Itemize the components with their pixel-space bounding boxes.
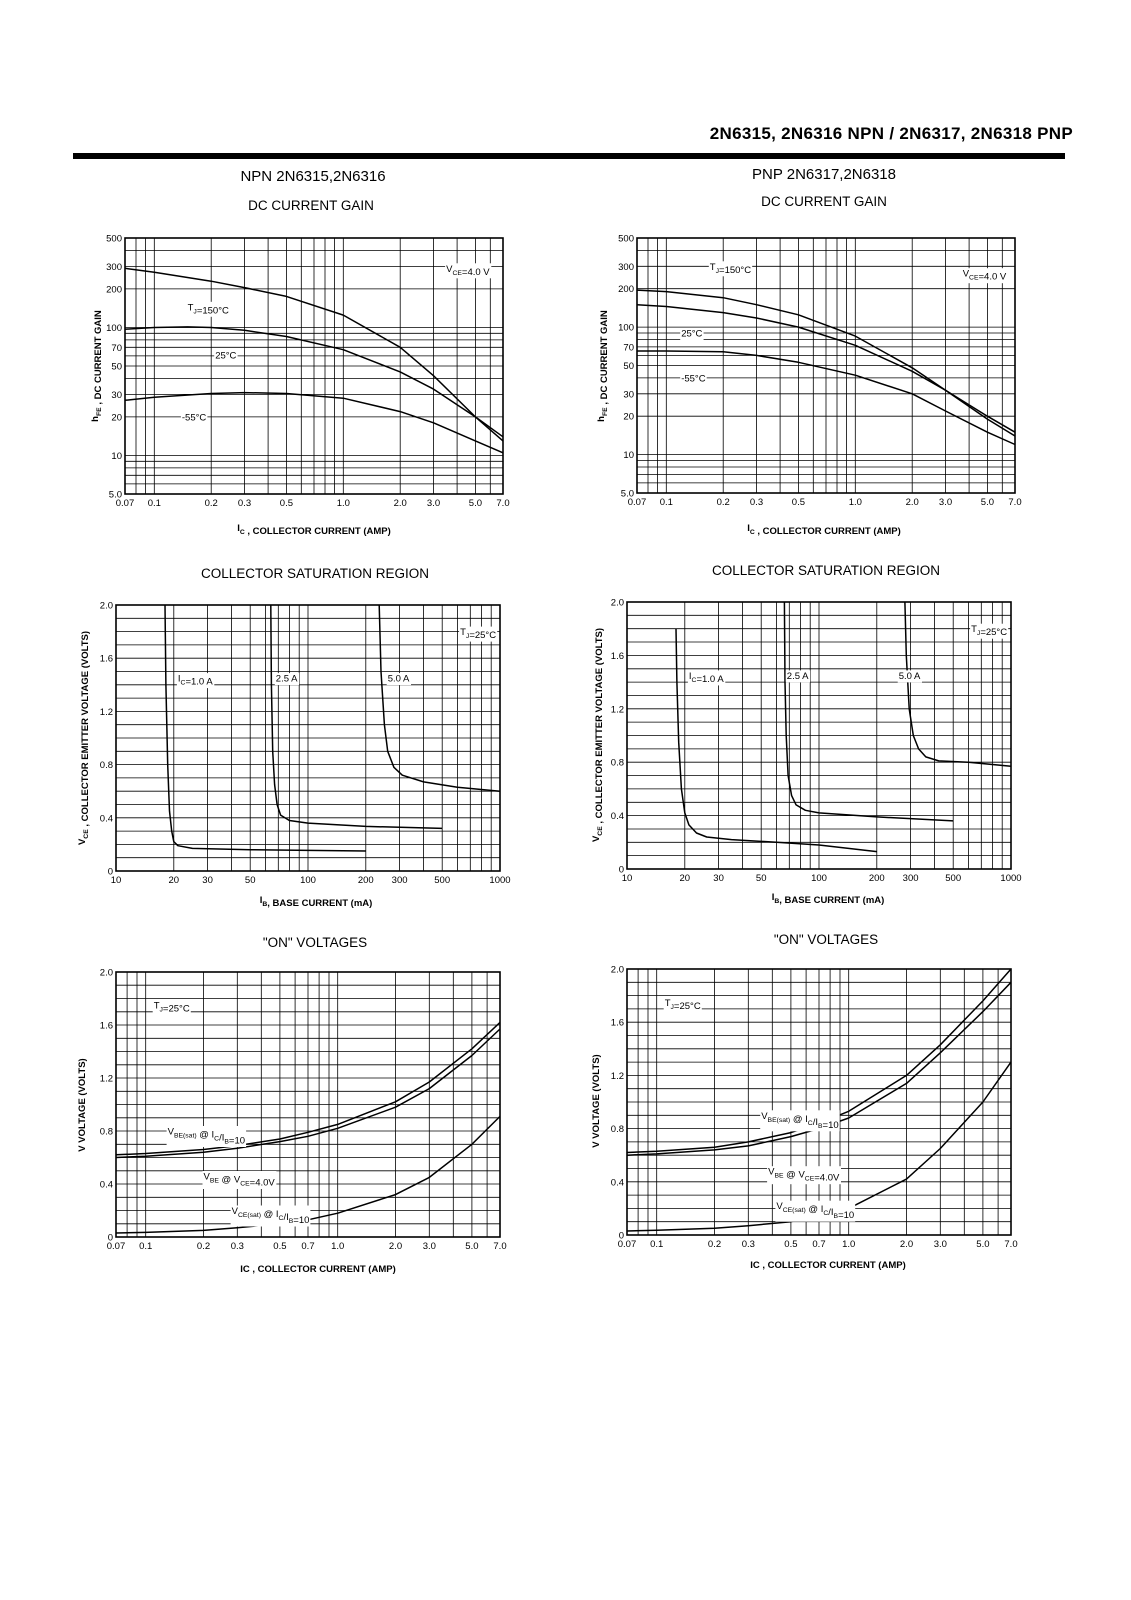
y-tick-label: 100 (106, 323, 122, 334)
pnp-sat-x-axis-label: $I_B$, BASE CURRENT (mA) (771, 892, 885, 906)
annotation: 2.5 A (275, 673, 298, 685)
annotation: $V_{BE}$ @ $V_{CE}=4.0V$ (203, 1171, 275, 1189)
y-tick-label: 300 (106, 261, 122, 273)
pnp-gain-title: DC CURRENT GAIN (761, 194, 887, 209)
x-tick-label: 0.07 (115, 498, 135, 509)
x-tick-label: 0.2 (707, 1239, 722, 1250)
x-tick-label: 100 (811, 873, 827, 884)
annotation: $V_{BE(sat)}$ @ $I_C/I_B=10$ (761, 1110, 839, 1131)
x-tick-label: 200 (868, 873, 885, 884)
x-tick-label: 5.0 (468, 498, 483, 509)
annotation: 25°C (215, 350, 237, 362)
annotation: $V_{CE(sat)}$ @ $I_C/I_B=10$ (231, 1206, 310, 1226)
y-tick-label: 0.8 (99, 1126, 113, 1138)
x-tick-label: 1000 (489, 875, 511, 886)
annotation: $V_{BE}$ @ $V_{CE}=4.0V$ (768, 1166, 840, 1184)
x-tick-label: 1.0 (848, 497, 862, 508)
annotation: 25°C (681, 328, 703, 340)
x-tick-label: 5.0 (976, 1239, 990, 1250)
annotation: $T_J=150^\circ C$ (187, 302, 229, 317)
x-tick-label: 0.5 (273, 1241, 287, 1252)
x-tick-label: 500 (434, 875, 451, 886)
npn-gain-chart (90, 234, 510, 538)
y-tick-label: 1.2 (610, 1070, 624, 1082)
x-tick-label: 3.0 (422, 1241, 436, 1252)
x-tick-label: 0.3 (749, 497, 764, 508)
x-tick-label: 300 (391, 875, 408, 886)
x-tick-label: 300 (902, 873, 919, 884)
npn-sat-title: COLLECTOR SATURATION REGION (200, 566, 430, 581)
y-tick-label: 500 (618, 233, 634, 245)
x-tick-label: 0.1 (139, 1241, 153, 1252)
y-tick-label: 1.6 (610, 1017, 624, 1029)
y-tick-label: 10 (111, 451, 122, 462)
pnp-gain-y-axis-label: $h_{FE}$ , DC CURRENT GAIN (596, 310, 610, 422)
x-tick-label: 3.0 (426, 498, 441, 509)
x-tick-label: 50 (755, 873, 767, 884)
annotation: 5.0 A (898, 670, 921, 682)
y-tick-label: 1.6 (610, 650, 624, 662)
y-tick-label: 1.2 (99, 706, 113, 718)
x-tick-label: 0.3 (237, 498, 252, 509)
annotation: $V_{CE}=4.0$ V (446, 263, 490, 278)
x-tick-label: 2.0 (393, 498, 407, 509)
pnp-on-title: "ON" VOLTAGES (773, 932, 879, 947)
x-tick-label: 0.2 (716, 497, 730, 508)
y-tick-label: 10 (623, 450, 634, 462)
x-tick-label: 0.1 (650, 1239, 664, 1250)
y-tick-label: 50 (623, 361, 634, 372)
npn-gain-title: DC CURRENT GAIN (248, 198, 374, 213)
x-tick-label: 0.5 (279, 498, 294, 509)
annotation: -55°C (681, 373, 706, 385)
y-tick-label: 1.2 (610, 704, 624, 716)
y-tick-label: 0 (618, 864, 624, 876)
npn-sat-chart (77, 601, 511, 910)
annotation: $T_J=25^\circ C$ (664, 997, 701, 1012)
y-tick-label: 0.4 (610, 811, 624, 823)
pnp-gain-grid (637, 238, 1015, 493)
annotation: $V_{CE}=4.0$ V (962, 268, 1007, 283)
y-tick-label: 30 (623, 389, 634, 401)
y-tick-label: 50 (111, 361, 122, 373)
annotation: $I_C=1.0$ A (177, 673, 213, 688)
y-tick-label: 0.4 (610, 1177, 624, 1189)
x-tick-label: 0.07 (106, 1241, 126, 1252)
annotation: 5.0 A (387, 673, 410, 685)
x-tick-label: 1.0 (336, 498, 350, 509)
y-tick-label: 0.8 (610, 757, 624, 769)
npn-on-y-axis-label: V VOLTAGE (VOLTS) (77, 1058, 88, 1152)
y-tick-label: 0 (107, 866, 113, 878)
x-tick-label: 100 (300, 875, 316, 886)
x-tick-label: 0.5 (784, 1239, 798, 1250)
npn-gain-x-axis-label: $I_C$ , COLLECTOR CURRENT (AMP) (237, 523, 391, 537)
y-tick-label: 1.6 (99, 653, 113, 665)
pnp-heading: PNP 2N6317,2N6318 (752, 166, 896, 183)
x-tick-label: 7.0 (496, 498, 510, 509)
annotation: $I_C=1.0$ A (688, 670, 724, 685)
pnp-on-x-axis-label: IC , COLLECTOR CURRENT (AMP) (750, 1260, 906, 1271)
y-tick-label: 70 (111, 342, 122, 354)
y-tick-label: 500 (106, 233, 122, 245)
y-tick-label: 2.0 (99, 967, 113, 979)
x-tick-label: 1000 (1000, 873, 1022, 884)
x-tick-label: 5.0 (980, 497, 995, 508)
pnp-gain-chart (596, 234, 1022, 538)
npn-gain-y-axis-label: $h_{FE}$ , DC CURRENT GAIN (90, 310, 104, 422)
x-tick-label: 0.7 (301, 1241, 315, 1252)
npn-heading: NPN 2N6315,2N6316 (240, 168, 386, 185)
x-tick-label: 10 (621, 873, 633, 884)
y-tick-label: 0.8 (610, 1124, 624, 1136)
annotation: $T_J=150^\circ C$ (709, 261, 752, 276)
x-tick-label: 0.3 (230, 1241, 244, 1252)
pnp-sat-title: COLLECTOR SATURATION REGION (711, 563, 941, 578)
x-tick-label: 2.0 (388, 1241, 403, 1252)
x-tick-label: 0.2 (204, 498, 218, 509)
x-tick-label: 0.07 (617, 1239, 637, 1250)
x-tick-label: 0.7 (812, 1239, 826, 1250)
x-tick-label: 1.0 (842, 1239, 856, 1250)
x-tick-label: 3.0 (938, 497, 953, 508)
x-tick-label: 0.1 (659, 497, 673, 508)
y-tick-label: 20 (111, 412, 122, 424)
x-tick-label: 0.1 (147, 498, 161, 509)
y-tick-label: 0 (107, 1232, 113, 1244)
x-tick-label: 7.0 (493, 1241, 507, 1252)
x-tick-label: 30 (202, 875, 213, 886)
y-tick-label: 2.0 (610, 964, 624, 976)
x-tick-label: 0.5 (791, 497, 806, 508)
annotation: $T_J=25^\circ C$ (460, 627, 497, 642)
x-tick-label: 500 (945, 873, 962, 884)
y-tick-label: 2.0 (610, 597, 624, 609)
y-tick-label: 0 (618, 1230, 624, 1242)
x-tick-label: 1.0 (331, 1241, 345, 1252)
pnp-sat-series-2 (784, 602, 953, 821)
x-tick-label: 20 (679, 873, 691, 884)
x-tick-label: 7.0 (1004, 1239, 1018, 1250)
x-tick-label: 30 (713, 873, 724, 884)
x-tick-label: 3.0 (933, 1239, 947, 1250)
y-tick-label: 70 (623, 342, 634, 354)
y-tick-label: 0.4 (99, 1179, 113, 1191)
annotation: -55°C (181, 412, 207, 424)
x-tick-label: 200 (357, 875, 374, 886)
annotation: $V_{CE(sat)}$ @ $I_C/I_B=10$ (776, 1201, 855, 1222)
y-tick-label: 5.0 (620, 488, 634, 500)
y-tick-label: 100 (618, 322, 634, 334)
y-tick-label: 0.4 (99, 813, 113, 825)
pnp-sat-grid (627, 602, 1011, 869)
annotation: 2.5 A (786, 670, 809, 682)
annotation: $V_{BE(sat)}$ @ $I_C/I_B=10$ (167, 1126, 246, 1147)
pnp-sat-y-axis-label: $V_{CE}$ , COLLECTOR EMITTER VOLTAGE (VOLTS) (591, 627, 605, 843)
x-tick-label: 2.0 (905, 497, 919, 508)
x-tick-label: 2.0 (899, 1239, 914, 1250)
pnp-gain-x-axis-label: $I_C$ , COLLECTOR CURRENT (AMP) (747, 523, 901, 537)
pnp-sat-chart (591, 598, 1022, 907)
x-tick-label: 50 (244, 875, 256, 886)
x-tick-label: 20 (168, 875, 180, 886)
npn-sat-series-2 (271, 605, 442, 828)
y-tick-label: 200 (618, 284, 634, 296)
y-tick-label: 300 (618, 261, 634, 273)
page-title: 2N6315, 2N6316 NPN / 2N6317, 2N6318 PNP (709, 124, 1073, 143)
y-tick-label: 0.8 (99, 760, 113, 772)
x-tick-label: 0.07 (627, 497, 647, 508)
y-tick-label: 30 (111, 389, 122, 401)
npn-sat-grid (116, 605, 500, 871)
npn-on-title: "ON" VOLTAGES (262, 935, 368, 950)
x-tick-label: 10 (110, 875, 122, 886)
pnp-on-y-axis-label: V VOLTAGE (VOLTS) (591, 1054, 602, 1148)
y-tick-label: 1.6 (99, 1020, 113, 1032)
x-tick-label: 0.2 (196, 1241, 211, 1252)
y-tick-label: 2.0 (99, 600, 113, 612)
y-tick-label: 200 (106, 284, 122, 296)
y-tick-label: 20 (623, 411, 634, 423)
y-tick-label: 5.0 (108, 489, 122, 501)
npn-on-chart (77, 968, 507, 1276)
annotation: $T_J=25^\circ C$ (971, 624, 1008, 639)
npn-sat-x-axis-label: $I_B$, BASE CURRENT (mA) (259, 895, 373, 909)
npn-on-x-axis-label: IC , COLLECTOR CURRENT (AMP) (240, 1264, 396, 1275)
y-tick-label: 1.2 (99, 1073, 113, 1085)
x-tick-label: 7.0 (1008, 497, 1022, 508)
x-tick-label: 5.0 (465, 1241, 479, 1252)
pnp-on-chart (591, 965, 1018, 1272)
x-tick-label: 0.3 (741, 1239, 755, 1250)
annotation: $T_J=25^\circ C$ (153, 1000, 190, 1015)
npn-sat-y-axis-label: $V_{CE}$ , COLLECTOR EMITTER VOLTAGE (VOLTS) (77, 630, 91, 846)
